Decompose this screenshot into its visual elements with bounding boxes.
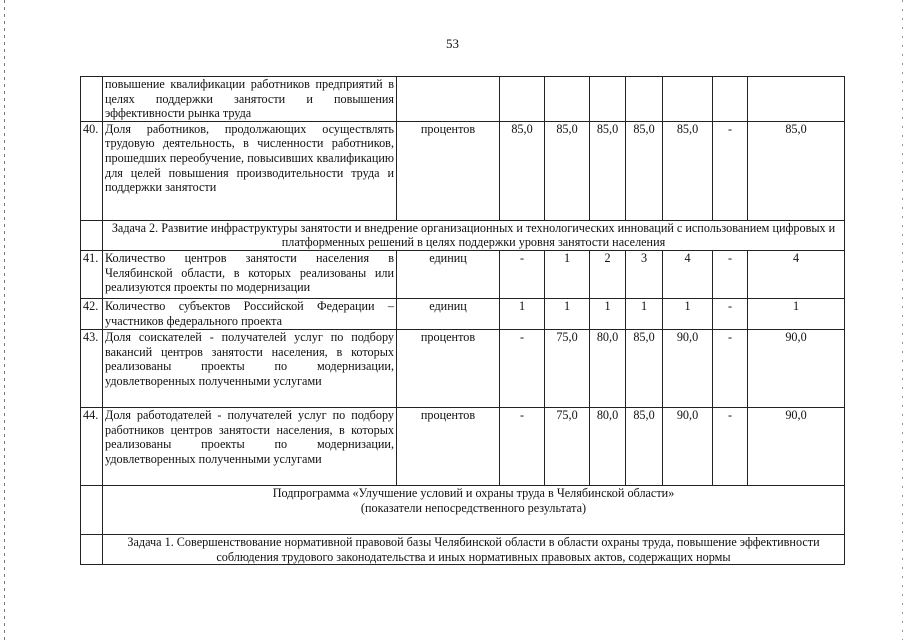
empty-cell <box>81 534 103 564</box>
value-cell: 90,0 <box>663 407 713 485</box>
value-cell: - <box>713 121 748 220</box>
empty-cell <box>81 485 103 534</box>
indicator-name: Доля работодателей - получателей услуг по подбору работников центров занятости населения, в которых реализованы проекты по модернизации, удовлетворенных полученными услугами <box>103 407 397 485</box>
value-cell: 1 <box>500 298 545 329</box>
value-cell: - <box>713 298 748 329</box>
value-cell: 85,0 <box>590 121 626 220</box>
value-cell <box>713 77 748 122</box>
value-cell: 85,0 <box>500 121 545 220</box>
value-cell: 85,0 <box>545 121 590 220</box>
value-cell: - <box>500 329 545 407</box>
unit-cell: процентов <box>397 121 500 220</box>
value-cell: 75,0 <box>545 407 590 485</box>
table-row <box>81 298 845 329</box>
value-cell: 3 <box>626 250 663 298</box>
unit-cell: процентов <box>397 407 500 485</box>
value-cell: 85,0 <box>626 407 663 485</box>
value-cell: 90,0 <box>748 329 845 407</box>
value-cell: 85,0 <box>626 329 663 407</box>
value-cell <box>545 77 590 122</box>
row-number: 41. <box>81 250 103 298</box>
value-cell: 85,0 <box>663 121 713 220</box>
value-cell: 1 <box>626 298 663 329</box>
empty-cell <box>81 220 103 250</box>
task-heading: Задача 2. Развитие инфраструктуры занятости и внедрение организационных и технологических инноваций с использованием цифровых и платформенных решений в целях поддержки уровня занятости населения <box>103 220 845 250</box>
value-cell: 1 <box>748 298 845 329</box>
row-number: 44. <box>81 407 103 485</box>
unit-cell: единиц <box>397 250 500 298</box>
task-heading: Задача 1. Совершенствование нормативной правовой базы Челябинской области в области охраны труда, повышение эффективности соблюдения трудового законодательства и иных нормативных правовых актов, содержащих нормы <box>103 534 845 564</box>
value-cell: 85,0 <box>748 121 845 220</box>
unit-cell: единиц <box>397 298 500 329</box>
subprogram-row <box>81 485 845 534</box>
value-cell: 80,0 <box>590 407 626 485</box>
table-row <box>81 407 845 485</box>
value-cell: 4 <box>748 250 845 298</box>
value-cell: 80,0 <box>590 329 626 407</box>
subprogram-heading <box>103 485 845 534</box>
row-number: 43. <box>81 329 103 407</box>
value-cell: - <box>500 407 545 485</box>
subprogram-subtitle: (показатели непосредственного результата) <box>360 500 587 515</box>
row-number: 42. <box>81 298 103 329</box>
value-cell: 1 <box>590 298 626 329</box>
value-cell <box>626 77 663 122</box>
table-row <box>81 250 845 298</box>
indicator-name: Доля работников, продолжающих осуществлять трудовую деятельность, в численности работников, прошедших переобучение, повысивших квалификацию для целей повышения производительности труда и поддержки занятости <box>103 121 397 220</box>
value-cell: 1 <box>545 250 590 298</box>
indicator-name: Количество центров занятости населения в Челябинской области, в которых реализованы или реализуются проекты по модернизации <box>103 250 397 298</box>
value-cell: 90,0 <box>663 329 713 407</box>
value-cell: 75,0 <box>545 329 590 407</box>
row-number <box>81 77 103 122</box>
value-cell: - <box>713 250 748 298</box>
value-cell: 90,0 <box>748 407 845 485</box>
value-cell: - <box>713 329 748 407</box>
value-cell <box>748 77 845 122</box>
value-cell: 1 <box>663 298 713 329</box>
value-cell <box>500 77 545 122</box>
row-number: 40. <box>81 121 103 220</box>
indicator-name: повышение квалификации работников предприятий в целях поддержки занятости и повышения эффективности рынка труда <box>103 77 397 122</box>
value-cell <box>590 77 626 122</box>
value-cell: - <box>713 407 748 485</box>
scan-edge-left <box>4 0 5 640</box>
task-row <box>81 534 845 564</box>
table-row <box>81 121 845 220</box>
table-row-continuation <box>81 77 845 122</box>
indicator-name: Количество субъектов Российской Федерации – участников федерального проекта <box>103 298 397 329</box>
page-number: 53 <box>446 36 459 51</box>
subprogram-title: Подпрограмма «Улучшение условий и охраны труда в Челябинской области» <box>272 485 675 500</box>
indicator-table <box>80 76 845 565</box>
unit-cell <box>397 77 500 122</box>
value-cell: 85,0 <box>626 121 663 220</box>
table-row <box>81 329 845 407</box>
unit-cell: процентов <box>397 329 500 407</box>
task-row <box>81 220 845 250</box>
scan-edge-right <box>902 0 903 640</box>
value-cell: 2 <box>590 250 626 298</box>
value-cell: 1 <box>545 298 590 329</box>
indicator-name: Доля соискателей - получателей услуг по подбору вакансий центров занятости населения, в которых реализованы проекты по модернизации, удовлетворенных полученными услугами <box>103 329 397 407</box>
value-cell: 4 <box>663 250 713 298</box>
value-cell: - <box>500 250 545 298</box>
value-cell <box>663 77 713 122</box>
